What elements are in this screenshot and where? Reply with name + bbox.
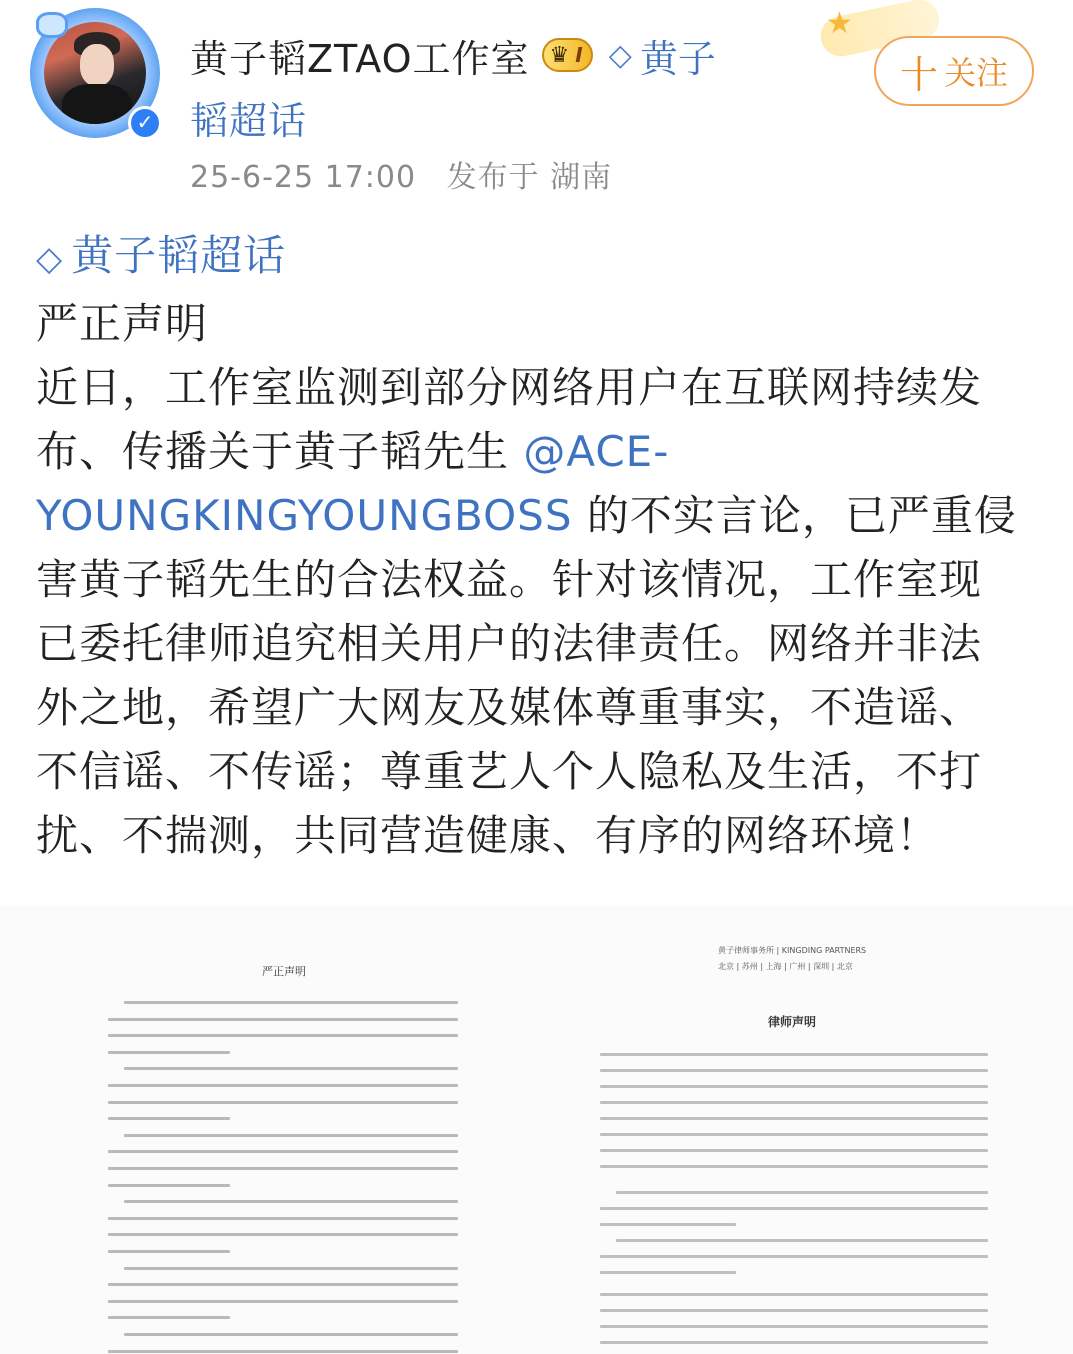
doc-text-line bbox=[108, 1101, 458, 1104]
doc-text-line bbox=[108, 1184, 230, 1187]
doc-text-line bbox=[600, 1325, 988, 1328]
doc-title: 严正声明 bbox=[262, 965, 306, 978]
doc-text-line bbox=[108, 1233, 458, 1236]
doc-text-line bbox=[108, 1217, 458, 1220]
follow-label: 关注 bbox=[944, 54, 1009, 92]
follow-button[interactable] bbox=[874, 36, 1034, 106]
statement-line: 已委托律师追究相关用户的法律责任。网络并非法 bbox=[36, 619, 983, 668]
vip-badge[interactable] bbox=[542, 38, 593, 72]
statement-heading: 严正声明 bbox=[36, 299, 209, 348]
doc-header: 黄子律师事务所 | KINGDING PARTNERS bbox=[718, 946, 867, 955]
doc-text-line bbox=[108, 1034, 458, 1037]
doc-text-line bbox=[600, 1293, 988, 1296]
post-body bbox=[36, 226, 1046, 868]
doc-text-line bbox=[124, 1200, 458, 1203]
doc-text-line bbox=[108, 1018, 458, 1021]
doc-text-line bbox=[600, 1255, 988, 1258]
doc-text-line bbox=[600, 1053, 988, 1056]
doc-text-line bbox=[108, 1300, 458, 1303]
statement-line: 害黄子韬先生的合法权益。针对该情况，工作室现 bbox=[36, 555, 983, 604]
statement-line: 扰、不揣测，共同营造健康、有序的网络环境！ bbox=[36, 811, 940, 860]
doc-text-line bbox=[600, 1165, 988, 1168]
plus-icon: 十 bbox=[899, 52, 938, 97]
post-time: 25-6-25 17:00 bbox=[190, 160, 417, 195]
doc-text-line bbox=[108, 1250, 230, 1253]
doc-text-line bbox=[616, 1191, 988, 1194]
attachment-image-statement[interactable] bbox=[96, 905, 468, 1354]
doc-text-line bbox=[108, 1051, 230, 1054]
doc-text-line bbox=[600, 1223, 736, 1226]
topic-tag[interactable] bbox=[36, 226, 1046, 286]
doc-text-line bbox=[108, 1084, 458, 1087]
mention-link[interactable]: @ACE- bbox=[523, 427, 670, 476]
statement-text: 的不实言论，已严重侵 bbox=[572, 491, 1017, 540]
post-header bbox=[0, 0, 1073, 215]
doc-text-line bbox=[600, 1101, 988, 1104]
doc-text-line bbox=[124, 1134, 458, 1137]
doc-text-line bbox=[600, 1309, 988, 1312]
doc-subheader: 北京 | 苏州 | 上海 | 广州 | 深圳 | 北京 bbox=[718, 962, 853, 971]
vip-level: I bbox=[575, 43, 583, 67]
diamond-outline-icon: ◇ bbox=[36, 239, 64, 279]
doc-text-line bbox=[600, 1341, 988, 1344]
doc-text-line bbox=[600, 1117, 988, 1120]
doc-text-line bbox=[600, 1271, 736, 1274]
statement-line: 近日，工作室监测到部分网络用户在互联网持续发 bbox=[36, 363, 983, 412]
doc-text-line bbox=[124, 1333, 458, 1336]
doc-text-line bbox=[108, 1167, 458, 1170]
doc-text-line bbox=[600, 1069, 988, 1072]
supertopic-link-continued[interactable]: 韬超话 bbox=[190, 99, 308, 143]
statement-text: 布、传播关于黄子韬先生 bbox=[36, 427, 524, 476]
author-line bbox=[190, 30, 716, 80]
doc-text-line bbox=[600, 1085, 988, 1088]
diamond-outline-icon: ◇ bbox=[608, 37, 632, 73]
doc-text-line bbox=[108, 1117, 230, 1120]
doc-text-line bbox=[108, 1350, 458, 1353]
post-meta bbox=[190, 152, 612, 196]
author-name[interactable]: 黄子韬ZTAO工作室 bbox=[190, 36, 530, 81]
avatar[interactable] bbox=[30, 8, 160, 138]
doc-text-line bbox=[124, 1001, 458, 1004]
mention-link-continued[interactable]: YOUNGKINGYOUNGBOSS bbox=[36, 491, 573, 540]
doc-text-line bbox=[108, 1316, 230, 1319]
star-icon: ★ bbox=[826, 6, 853, 41]
doc-text-line bbox=[616, 1239, 988, 1242]
doc-text-line bbox=[108, 1283, 458, 1286]
attachment-images bbox=[0, 905, 1073, 1354]
statement-line: 不信谣、不传谣；尊重艺人个人隐私及生活，不打 bbox=[36, 747, 983, 796]
avatar-ornament bbox=[36, 12, 68, 38]
doc-text-line bbox=[600, 1149, 988, 1152]
statement-line: 外之地，希望广大网友及媒体尊重事实，不造谣、 bbox=[36, 683, 983, 732]
topic-tag-label: 黄子韬超话 bbox=[71, 231, 287, 280]
doc-text-line bbox=[600, 1133, 988, 1136]
doc-text-line bbox=[124, 1067, 458, 1070]
attachment-image-lawyer-letter[interactable] bbox=[550, 905, 1002, 1354]
statement-line bbox=[36, 484, 1046, 548]
doc-text-line bbox=[108, 1150, 458, 1153]
doc-text-line bbox=[124, 1267, 458, 1270]
crown-icon: ♛ bbox=[549, 42, 570, 68]
statement-line bbox=[36, 420, 1046, 484]
verified-check-icon: ✓ bbox=[128, 106, 162, 140]
supertopic-link[interactable]: 黄子 bbox=[639, 36, 716, 81]
doc-text-line bbox=[600, 1207, 988, 1210]
doc-title: 律师声明 bbox=[768, 1015, 817, 1029]
post-location: 发布于 湖南 bbox=[446, 160, 613, 195]
